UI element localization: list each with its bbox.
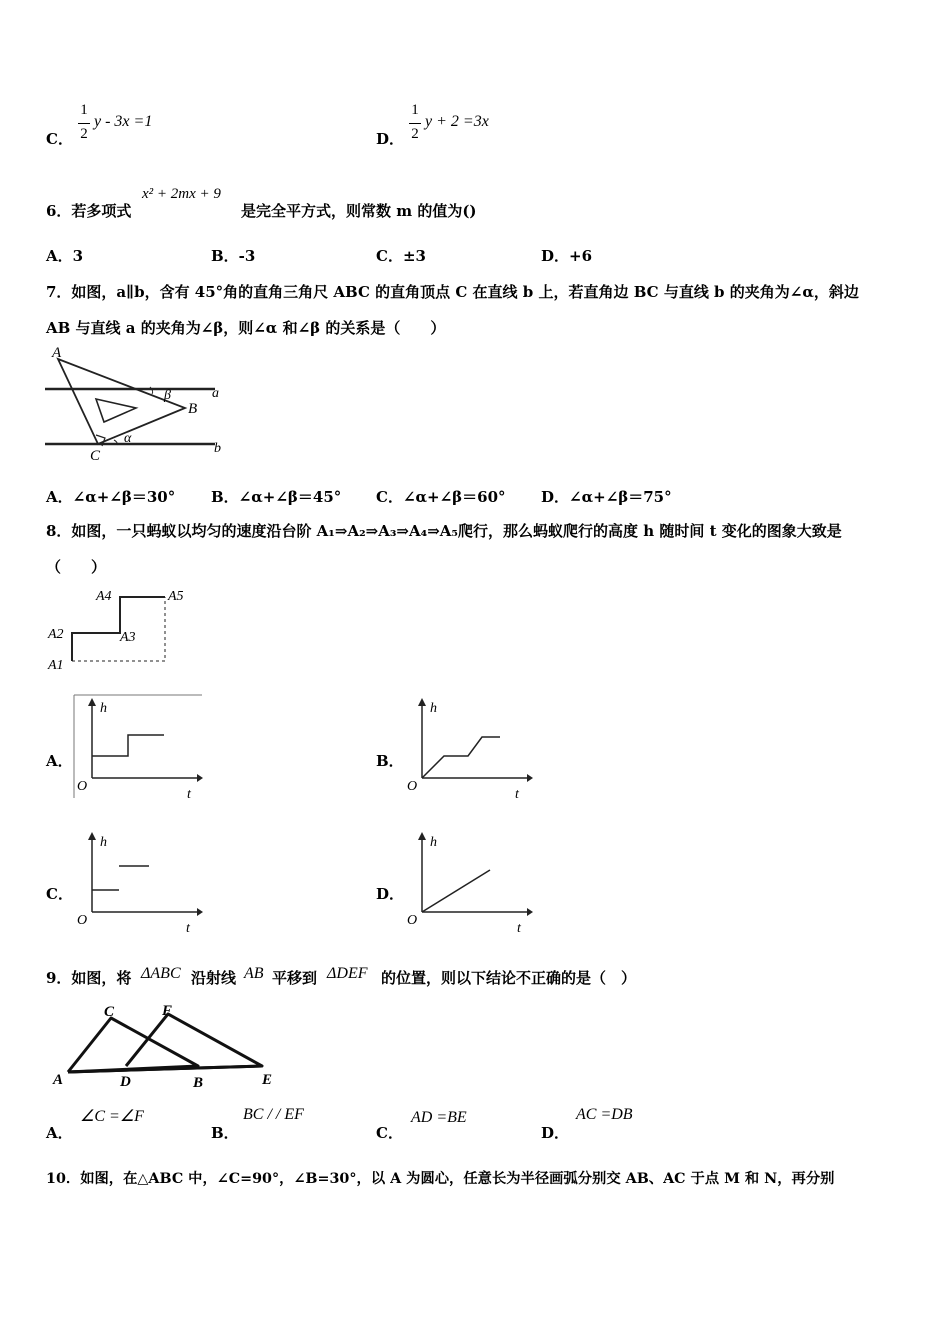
equation-text: y + 2 =3x bbox=[425, 113, 489, 130]
question-text: 是完全平方式，则常数 m 的值为() bbox=[241, 202, 477, 220]
label-A4: A4 bbox=[96, 589, 112, 604]
origin-label: O bbox=[77, 779, 88, 794]
triangle-def: ΔDEF bbox=[327, 965, 368, 982]
option-d-label: D． bbox=[541, 1124, 570, 1142]
axis-h-label: h bbox=[100, 835, 107, 850]
option-c: C．∠α+∠β＝60° bbox=[376, 488, 506, 506]
graph-option-a bbox=[72, 692, 204, 802]
axis-t-label: t bbox=[186, 921, 190, 936]
option-a: A．3 bbox=[46, 247, 84, 265]
graph-option-c bbox=[72, 826, 204, 936]
label-F: F bbox=[162, 1003, 173, 1019]
option-d: D．+6 bbox=[541, 247, 593, 265]
question-text: 平移到 bbox=[272, 969, 318, 987]
label-C: C bbox=[90, 448, 101, 464]
axis-t-label: t bbox=[187, 787, 191, 802]
ray-ab: AB bbox=[244, 965, 264, 982]
label-B: B bbox=[188, 401, 198, 417]
question-text: 的位置，则以下结论不正确的是（ ） bbox=[381, 969, 637, 987]
graph-option-b bbox=[402, 692, 534, 802]
fraction-numerator: 1 bbox=[411, 102, 419, 118]
option-b-math: BC / / EF bbox=[243, 1106, 304, 1123]
label-C: C bbox=[104, 1004, 115, 1020]
q9-translation-figure bbox=[48, 998, 288, 1093]
fraction-bar bbox=[78, 123, 90, 124]
option-a-label: A． bbox=[46, 1124, 73, 1142]
option-c: C． bbox=[46, 885, 73, 903]
option-d: D．∠α+∠β＝75° bbox=[541, 488, 672, 506]
label-b: b bbox=[214, 441, 221, 456]
option-b: B． bbox=[376, 752, 404, 770]
axis-h-label: h bbox=[430, 835, 437, 850]
option-b: B．∠α+∠β＝45° bbox=[211, 488, 342, 506]
triangle-abc: ΔABC bbox=[141, 965, 181, 982]
option-b-label: B． bbox=[211, 1124, 239, 1142]
question-text: 10．如图，在△ABC 中，∠C=90°，∠B=30°，以 A 为圆心，任意长为半径画弧分别交 AB、AC 于点 M 和 N，再分别 bbox=[46, 1171, 835, 1187]
label-A: A bbox=[52, 345, 62, 361]
origin-label: O bbox=[77, 913, 88, 928]
label-A: A bbox=[53, 1072, 64, 1088]
question-text: 9．如图，将 bbox=[46, 969, 132, 987]
option-label: D． bbox=[376, 130, 405, 148]
polynomial-expression: x² + 2mx + 9 bbox=[142, 186, 221, 202]
axis-t-label: t bbox=[515, 787, 519, 802]
q8-stairs-figure bbox=[44, 585, 194, 675]
axis-h-label: h bbox=[430, 701, 437, 716]
axis-t-label: t bbox=[517, 921, 521, 936]
label-A2: A2 bbox=[48, 627, 64, 642]
label-alpha: α bbox=[124, 431, 132, 446]
origin-label: O bbox=[407, 779, 418, 794]
option-a: A． bbox=[46, 752, 73, 770]
fraction-denominator: 2 bbox=[411, 126, 419, 142]
option-d-math: AC =DB bbox=[576, 1106, 633, 1123]
q7-triangle-figure bbox=[40, 342, 240, 467]
question-text: 6．若多项式 bbox=[46, 202, 132, 220]
question-text: AB 与直线 a 的夹角为∠β，则∠α 和∠β 的关系是（ ） bbox=[46, 319, 446, 337]
option-b: B．-3 bbox=[211, 247, 256, 265]
question-text: （ ） bbox=[46, 558, 107, 576]
origin-label: O bbox=[407, 913, 418, 928]
option-c: C．±3 bbox=[376, 247, 426, 265]
label-A5: A5 bbox=[168, 589, 184, 604]
axis-h-label: h bbox=[100, 701, 107, 716]
label-A1: A1 bbox=[48, 658, 64, 673]
option-label: C． bbox=[46, 130, 73, 148]
label-E: E bbox=[262, 1072, 273, 1088]
question-text: 7．如图，a∥b，含有 45°角的直角三角尺 ABC 的直角顶点 C 在直线 b 上，若直角边 BC 与直线 b 的夹角为∠α，斜边 bbox=[46, 283, 859, 301]
option-c-math: AD =BE bbox=[411, 1109, 467, 1126]
label-A3: A3 bbox=[120, 630, 136, 645]
question-text: 沿射线 bbox=[191, 969, 237, 987]
path-text: A₁⇒A₂⇒A₃⇒A₄⇒A₅ bbox=[316, 522, 458, 540]
graph-option-d bbox=[402, 826, 534, 936]
label-B: B bbox=[193, 1075, 204, 1091]
question-text: 8．如图，一只蚂蚁以均匀的速度沿台阶 A₁⇒A₂⇒A₃⇒A₄⇒A₅爬行，那么蚂蚁爬行的高度 h 随时间 t 变化的图象大致是 bbox=[46, 522, 842, 540]
fraction-numerator: 1 bbox=[80, 102, 88, 118]
label-D: D bbox=[120, 1074, 131, 1090]
option-d: D． bbox=[376, 885, 405, 903]
option-a-math: ∠C =∠F bbox=[80, 1108, 144, 1125]
label-a: a bbox=[212, 386, 219, 401]
label-beta: β bbox=[164, 388, 171, 403]
equation-text: y - 3x =1 bbox=[94, 113, 153, 130]
option-c-label: C． bbox=[376, 1124, 403, 1142]
option-a: A．∠α+∠β＝30° bbox=[46, 488, 176, 506]
fraction-bar bbox=[409, 123, 421, 124]
fraction-denominator: 2 bbox=[80, 126, 88, 142]
